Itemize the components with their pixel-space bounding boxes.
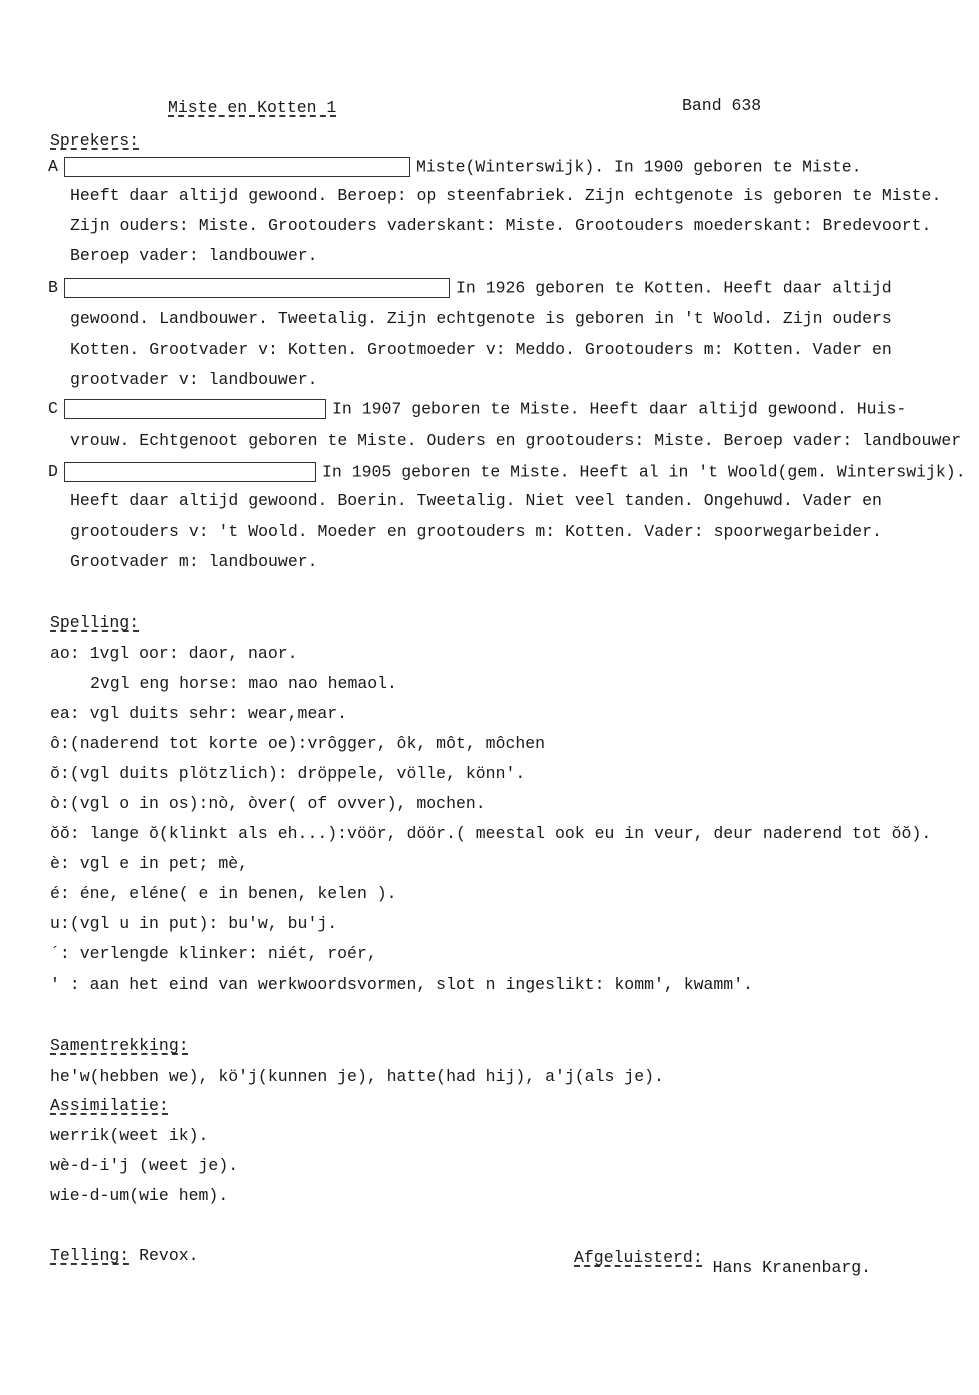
spelling-line: ŏ:(vgl duits plötzlich): dröppele, völle, könn'.	[50, 764, 526, 783]
telling-row	[50, 1246, 199, 1266]
samentrekking-line: he'w(hebben we), kö'j(kunnen je), hatte(had hij), a'j(als je).	[50, 1067, 664, 1086]
spelling-line: u:(vgl u in put): bu'w, bu'j.	[50, 914, 338, 933]
speaker-text: gewoond. Landbouwer. Tweetalig. Zijn echtgenote is geboren in 't Woold. Zijn ouders	[70, 309, 892, 328]
spelling-line: è: vgl e in pet; mè,	[50, 854, 249, 873]
document-title: Miste en Kotten 1	[168, 98, 337, 117]
speaker-letter: C	[48, 399, 58, 419]
telling-value: Revox.	[139, 1246, 199, 1265]
speaker-text: Heeft daar altijd gewoond. Beroep: op steenfabriek. Zijn echtgenote is geboren te Miste.	[70, 186, 942, 205]
speaker-a-row	[48, 157, 862, 177]
spelling-line: 2vgl eng horse: mao nao hemaol.	[90, 674, 397, 693]
speaker-b-row	[48, 278, 892, 298]
samentrekking-heading: Samentrekking:	[50, 1036, 189, 1055]
afgeluisterd-row	[574, 1248, 872, 1277]
redacted-name-box	[64, 462, 316, 482]
spelling-line: ea: vgl duits sehr: wear,mear.	[50, 704, 348, 723]
afgeluisterd-label: Afgeluisterd:	[574, 1248, 703, 1267]
spelling-line: ' : aan het eind van werkwoordsvormen, slot n ingeslikt: komm', kwamm'.	[50, 975, 754, 994]
speaker-letter: A	[48, 157, 58, 177]
speaker-text: In 1926 geboren te Kotten. Heeft daar altijd	[456, 278, 892, 298]
telling-label: Telling:	[50, 1246, 130, 1265]
speaker-text: Zijn ouders: Miste. Grootouders vaderskant: Miste. Grootouders moederskant: Bredevoort.	[70, 216, 932, 235]
spelling-line: ò:(vgl o in os):nò, òver( of ovver), mochen.	[50, 794, 486, 813]
speaker-text: In 1905 geboren te Miste. Heeft al in 't Woold(gem. Winterswijk).	[322, 462, 966, 482]
speaker-letter: B	[48, 278, 58, 298]
assimilatie-line: wie-d-um(wie hem).	[50, 1186, 229, 1205]
assimilatie-line: wè-d-i'j (weet je).	[50, 1156, 239, 1175]
assimilatie-heading: Assimilatie:	[50, 1096, 169, 1115]
redacted-name-box	[64, 157, 410, 177]
band-number: Band 638	[682, 96, 762, 115]
speaker-text: vrouw. Echtgenoot geboren te Miste. Ouders en grootouders: Miste. Beroep vader: landbouwer	[70, 431, 962, 450]
redacted-name-box	[64, 278, 450, 298]
speaker-text: Beroep vader: landbouwer.	[70, 246, 318, 265]
spelling-line: ŏŏ: lange ŏ(klinkt als eh...):vöör, döör.( meestal ook eu in veur, deur naderend tot ŏŏ).	[50, 824, 932, 843]
speaker-text: Miste(Winterswijk). In 1900 geboren te Miste.	[416, 157, 862, 177]
speaker-text: In 1907 geboren te Miste. Heeft daar altijd gewoond. Huis-	[332, 399, 907, 419]
speaker-d-row	[48, 462, 966, 482]
speaker-text: Grootvader m: landbouwer.	[70, 552, 318, 571]
spelling-line: ô:(naderend tot korte oe):vrôgger, ôk, môt, môchen	[50, 734, 546, 753]
speaker-letter: D	[48, 462, 58, 482]
spelling-line: ´: verlengde klinker: niét, roér,	[50, 944, 377, 963]
speaker-c-row	[48, 399, 906, 419]
speaker-text: Heeft daar altijd gewoond. Boerin. Tweetalig. Niet veel tanden. Ongehuwd. Vader en	[70, 491, 882, 510]
spelling-line: ao: 1vgl oor: daor, naor.	[50, 644, 298, 663]
speaker-text: grootouders v: 't Woold. Moeder en grootouders m: Kotten. Vader: spoorwegarbeider.	[70, 522, 882, 541]
redacted-name-box	[64, 399, 326, 419]
speaker-text: grootvader v: landbouwer.	[70, 370, 318, 389]
spelling-line: é: éne, eléne( e in benen, kelen ).	[50, 884, 397, 903]
assimilatie-line: werrik(weet ik).	[50, 1126, 209, 1145]
afgeluisterd-value: Hans Kranenbarg.	[712, 1258, 872, 1277]
sprekers-heading: Sprekers:	[50, 131, 140, 150]
spelling-heading: Spelling:	[50, 613, 140, 632]
speaker-text: Kotten. Grootvader v: Kotten. Grootmoeder v: Meddo. Grootouders m: Kotten. Vader en	[70, 340, 892, 359]
